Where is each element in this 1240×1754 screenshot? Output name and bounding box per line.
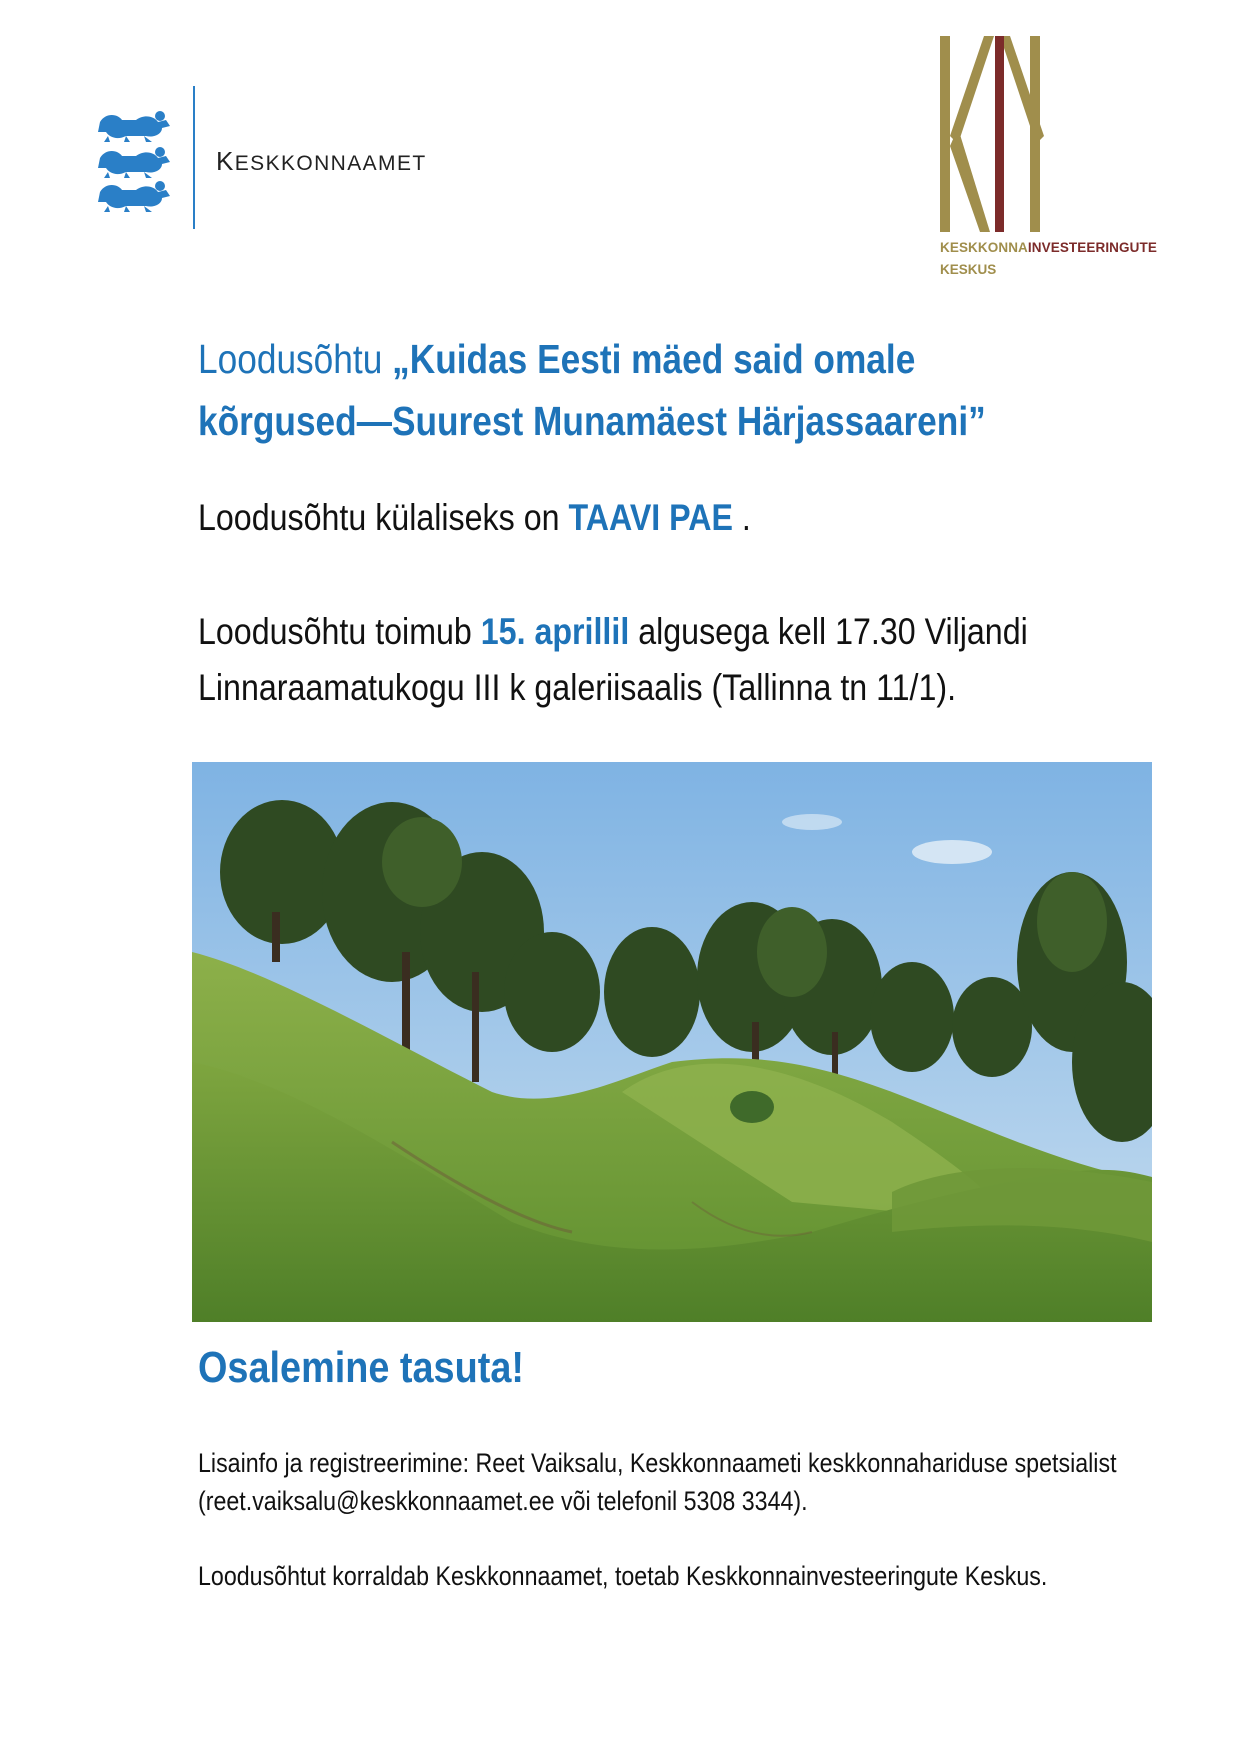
event-date: 15. aprillil [480,611,630,652]
guest-line: Loodusõhtu külaliseks on TAAVI PAE . [198,497,751,538]
guest-name: TAAVI PAE [568,497,733,538]
registration-info: Lisainfo ja registreerimine: Reet Vaiksalu, Keskkonnaameti keskkonnahariduse spetsialist (reet.vaiksalu@keskkonnaamet.ee või telefonil 5308 3344). [198,1448,1117,1516]
logo-divider [193,86,195,229]
free-admission-text: Osalemine tasuta! [198,1343,524,1392]
event-title: Loodusõhtu „Kuidas Eesti mäed said omale kõrgused—Suurest Munamäest Härjassaareni” [198,336,986,444]
agency-name: KESKKONNAAMET [216,146,427,176]
kik-logo-icon [940,36,1050,232]
kik-name-line2: KESKUS [940,262,997,277]
coat-of-arms-icon [96,108,172,214]
kik-name-line1: KESKKONNAINVESTEERINGUTE [940,240,1157,255]
event-details: Loodusõhtu toimub 15. aprillil algusega kell 17.30 Viljandi Linnaraamatukogu III k galeriisaalis (Tallinna tn 11/1). [198,611,1028,708]
landscape-photo [192,762,1152,1322]
organizer-text: Loodusõhtut korraldab Keskkonnaamet, toetab Keskkonnainvesteeringute Keskus. [198,1561,1048,1591]
